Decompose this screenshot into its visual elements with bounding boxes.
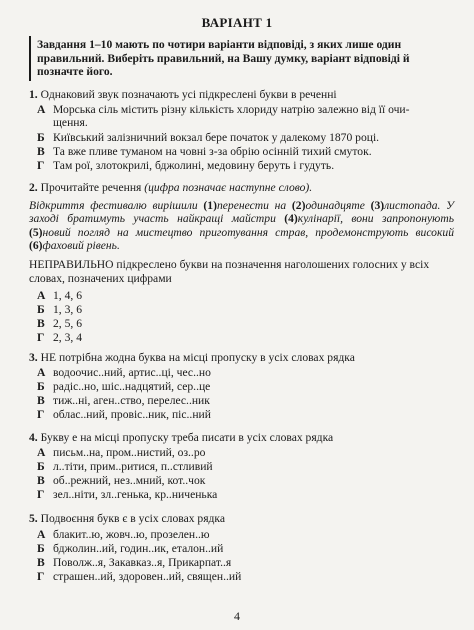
question-2-passage xyxy=(29,199,454,252)
passage-number: (3) xyxy=(370,199,385,212)
passage-text: листопада. У заході братимуть участь найкращі майстри xyxy=(29,199,454,226)
option-text: Київський залізничний вокзал бере початок у далекому 1870 році. xyxy=(53,131,380,144)
option-letter: А xyxy=(37,103,46,116)
question-2-task: НЕПРАВИЛЬНО підкреслено букви на позначення наголошених голосних у всіх словах, позначених цифрами xyxy=(29,258,430,285)
option-text: 2, 3, 4 xyxy=(53,331,82,344)
option-text: тиж..ні, аген..ство, перелес..ник xyxy=(53,394,210,407)
question-4 xyxy=(29,431,454,445)
question-3 xyxy=(29,351,454,365)
question-1-text: Однаковий звук позначають усі підкреслені букви в реченні xyxy=(40,88,337,101)
question-1-option-a[interactable] xyxy=(37,103,452,117)
option-letter: Б xyxy=(37,460,45,473)
question-5-option-c[interactable] xyxy=(37,556,452,570)
page-number: 4 xyxy=(234,609,240,623)
question-5-option-d[interactable] xyxy=(37,570,452,584)
passage-number: (5) xyxy=(29,225,43,239)
question-2-note: (цифра позначає наступне слово). xyxy=(144,181,313,194)
option-letter: А xyxy=(37,446,46,459)
question-1-option-d[interactable] xyxy=(37,159,452,173)
question-4-option-b[interactable] xyxy=(37,460,452,474)
question-4-option-a[interactable] xyxy=(37,446,452,460)
option-letter: Б xyxy=(37,380,45,393)
option-text-continued: щення. xyxy=(53,116,88,129)
option-text: 1, 3, 6 xyxy=(53,303,82,316)
question-1-number: 1. xyxy=(29,88,38,101)
question-2-number: 2. xyxy=(29,181,38,194)
question-2-option-a[interactable] xyxy=(37,289,452,303)
option-text: блакит..ю, жовч..ю, прозелен..ю xyxy=(53,528,210,541)
option-letter: Г xyxy=(37,570,45,583)
option-text: водоочис..ний, артис..ці, чес..но xyxy=(53,366,211,379)
question-5-text: Подвоєння букв є в усіх словах рядка xyxy=(40,512,226,525)
option-text: Поволж..я, Закавказ..я, Прикарпат..я xyxy=(53,556,232,569)
question-2-option-c[interactable] xyxy=(37,317,452,331)
option-letter: Г xyxy=(37,159,45,172)
question-1-option-c[interactable] xyxy=(37,145,452,159)
option-text: радіс..но, шіс..надцятий, сер..це xyxy=(53,380,211,393)
option-letter: А xyxy=(37,366,46,379)
question-2-option-b[interactable] xyxy=(37,303,452,317)
option-text: зел..ніти, зл..генька, кр..ниченька xyxy=(53,488,218,501)
question-5-option-a[interactable] xyxy=(37,528,452,542)
question-3-option-b[interactable] xyxy=(37,380,452,394)
question-2 xyxy=(29,181,454,195)
option-text: Морська сіль містить різну кількість хлориду натрію залежно від її очи- xyxy=(53,103,410,116)
option-letter: Б xyxy=(37,542,45,555)
option-text: письм..на, пром..нистий, оз..ро xyxy=(53,446,206,459)
passage-text: перенести на xyxy=(216,199,292,212)
instruction-block: Завдання 1–10 мають по чотири варіанти відповіді, з яких лише один правильний. Виберіть правильний, на Вашу думку, варіант відповіді й позначте його. xyxy=(29,36,457,81)
passage-number: (4) xyxy=(284,212,298,226)
question-2-text: Прочитайте речення xyxy=(40,181,142,194)
question-4-option-d[interactable] xyxy=(37,488,452,502)
question-4-option-c[interactable] xyxy=(37,474,452,488)
question-4-text: Букву е на місці пропуску треба писати в усіх словах рядка xyxy=(40,431,334,444)
question-1-option-b[interactable] xyxy=(37,131,452,145)
option-letter: В xyxy=(37,145,45,158)
passage-text: одинадцяте xyxy=(305,199,371,212)
question-3-option-d[interactable] xyxy=(37,408,452,422)
passage-text: Відкриття фестивалю вирішили xyxy=(29,199,204,212)
option-letter: Г xyxy=(37,488,45,501)
question-5-option-b[interactable] xyxy=(37,542,452,556)
option-text: Та вже пливе туманом на човні з-за обрію осінній тихий смуток. xyxy=(53,145,372,158)
question-4-number: 4. xyxy=(29,431,38,444)
option-letter: В xyxy=(37,556,45,569)
question-1-option-a-cont xyxy=(37,116,452,130)
question-5 xyxy=(29,512,454,526)
option-text: страшен..ий, здоровен..ий, священ..ий xyxy=(53,570,242,583)
option-letter: Г xyxy=(37,331,45,344)
passage-text: фаховий рівень. xyxy=(42,238,120,252)
option-text: бджолин..ий, годин..ик, еталон..ий xyxy=(53,542,224,555)
option-letter: А xyxy=(37,528,46,541)
option-text: 2, 5, 6 xyxy=(53,317,82,330)
option-letter: Г xyxy=(37,408,45,421)
passage-number: (6) xyxy=(29,238,43,252)
question-3-number: 3. xyxy=(29,351,38,364)
option-letter: Б xyxy=(37,303,45,316)
passage-text: кулінарії, вони запропонують xyxy=(297,212,454,226)
question-1 xyxy=(29,88,454,102)
passage-text: новий погляд на мистецтво приготування страв, продемонструють високий xyxy=(42,225,454,239)
question-2-option-d[interactable] xyxy=(37,331,452,345)
option-letter: В xyxy=(37,474,45,487)
option-letter: Б xyxy=(37,131,45,144)
option-text: Там рої, злотокрилі, бджолині, медовину беруть і гудуть. xyxy=(53,159,335,172)
option-text: л..тіти, прим..ритися, п..стливий xyxy=(53,460,213,473)
passage-number: (2) xyxy=(291,199,306,212)
option-letter: В xyxy=(37,394,45,407)
option-text: 1, 4, 6 xyxy=(53,289,82,302)
option-letter: В xyxy=(37,317,45,330)
passage-number: (1) xyxy=(203,199,217,212)
option-text: об..режний, нез..мний, кот..чок xyxy=(53,474,206,487)
option-text: облас..ний, провіс..ник, піс..ний xyxy=(53,408,211,421)
variant-title: ВАРІАНТ 1 xyxy=(201,15,273,30)
question-3-option-c[interactable] xyxy=(37,394,452,408)
question-3-text: НЕ потрібна жодна буква на місці пропуску в усіх словах рядка xyxy=(40,351,355,364)
option-letter: А xyxy=(37,289,46,302)
question-5-number: 5. xyxy=(29,512,38,525)
question-3-option-a[interactable] xyxy=(37,366,452,380)
